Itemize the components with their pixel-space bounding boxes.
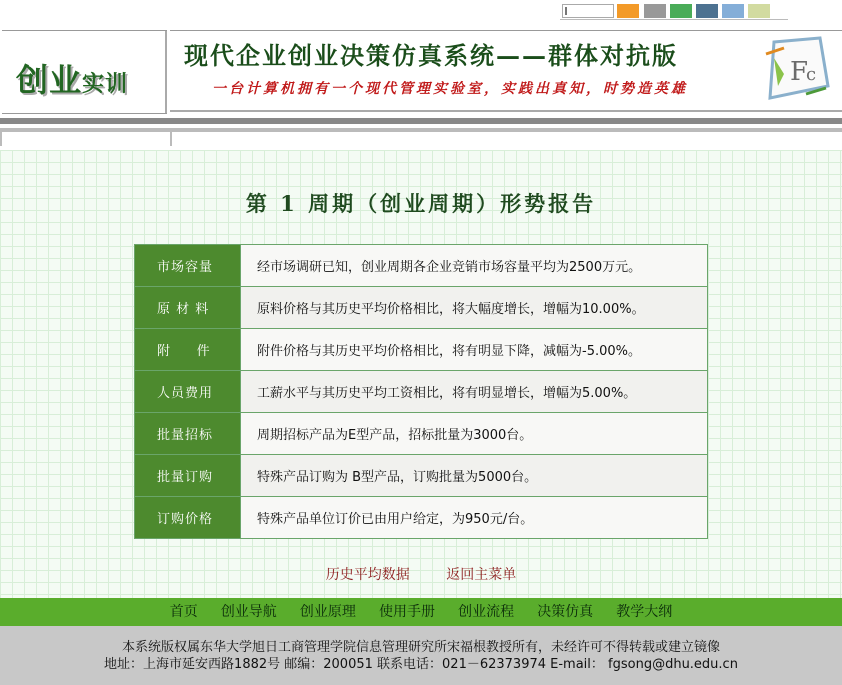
theme-swatch-green[interactable] — [670, 4, 692, 18]
row-label: 附 件 — [135, 329, 241, 371]
app-title: 现代企业创业决策仿真系统——群体对抗版 — [184, 41, 678, 70]
table-row — [135, 287, 708, 329]
table-row — [135, 245, 708, 287]
divider-bar-light — [0, 128, 842, 132]
nav-home[interactable]: 首页 — [169, 604, 198, 620]
row-label: 批量订购 — [135, 455, 241, 497]
row-value: 特殊产品订购为 B型产品，订购批量为5000台。 — [241, 455, 708, 497]
svg-text:c: c — [806, 64, 817, 85]
report-title: 第 1 周期（创业周期）形势报告 — [245, 191, 597, 216]
theme-swatch-orange[interactable] — [617, 4, 639, 18]
row-label: 市场容量 — [135, 245, 241, 287]
theme-swatch-default[interactable] — [562, 4, 614, 18]
action-links — [0, 564, 842, 584]
app-slogan: 一台计算机拥有一个现代管理实验室，实践出真知，时势造英雄 — [212, 81, 688, 97]
row-value: 原料价格与其历史平均价格相比，将大幅度增长，增幅为10.00%。 — [241, 287, 708, 329]
row-label: 批量招标 — [135, 413, 241, 455]
report-table — [134, 244, 708, 539]
logo-frame — [2, 30, 167, 114]
nav-startup-guide[interactable]: 创业导航 — [220, 604, 277, 620]
row-value: 周期招标产品为E型产品，招标批量为3000台。 — [241, 413, 708, 455]
row-label: 原 材 料 — [135, 287, 241, 329]
row-value: 特殊产品单位订价已由用户给定，为950元/台。 — [241, 497, 708, 539]
fc-logo-icon — [760, 34, 832, 106]
divider-tick — [170, 128, 172, 146]
footer-nav — [0, 598, 842, 626]
back-to-menu-link[interactable]: 返回主菜单 — [446, 567, 517, 583]
site-header — [0, 26, 842, 116]
nav-startup-principles[interactable]: 创业原理 — [299, 604, 356, 620]
nav-decision-simulation[interactable]: 决策仿真 — [537, 604, 594, 620]
divider-tick — [0, 128, 2, 146]
logo-main-text: 创业 — [16, 61, 83, 99]
nav-user-manual[interactable]: 使用手册 — [379, 604, 435, 620]
row-value: 经市场调研已知，创业周期各企业竞销市场容量平均为2500万元。 — [241, 245, 708, 287]
table-row — [135, 371, 708, 413]
svg-text:F: F — [790, 57, 809, 87]
table-row — [135, 329, 708, 371]
logo-sub-text: 实训 — [82, 71, 129, 97]
header-rule-bottom — [170, 110, 842, 112]
divider-bar — [0, 118, 842, 124]
contact-text: 地址：上海市延安西路1882号 邮编：200051 联系电话：021－62373974 E-mail： fgsong@dhu.edu.cn — [104, 657, 738, 672]
history-data-link[interactable]: 历史平均数据 — [325, 567, 410, 583]
row-value: 附件价格与其历史平均价格相比，将有明显下降，减幅为-5.00%。 — [241, 329, 708, 371]
table-row — [135, 455, 708, 497]
theme-selector — [560, 2, 788, 20]
copyright-text: 本系统版权属东华大学旭日工商管理学院信息管理研究所宋福根教授所有，未经许可不得转载或建立镜像 — [121, 640, 720, 655]
header-rule-top — [170, 30, 842, 31]
row-label: 订购价格 — [135, 497, 241, 539]
row-label: 人员费用 — [135, 371, 241, 413]
table-row — [135, 497, 708, 539]
footer-info — [0, 626, 842, 685]
theme-swatch-lightblue[interactable] — [722, 4, 744, 18]
theme-swatch-slate[interactable] — [696, 4, 718, 18]
table-row — [135, 413, 708, 455]
nav-syllabus[interactable]: 教学大纲 — [616, 604, 673, 620]
nav-startup-process[interactable]: 创业流程 — [458, 604, 515, 620]
theme-swatch-olive[interactable] — [748, 4, 770, 18]
theme-swatch-gray[interactable] — [644, 4, 666, 18]
site-logo[interactable] — [16, 55, 128, 101]
main-content — [0, 150, 842, 598]
row-value: 工薪水平与其历史平均工资相比，将有明显增长，增幅为5.00%。 — [241, 371, 708, 413]
